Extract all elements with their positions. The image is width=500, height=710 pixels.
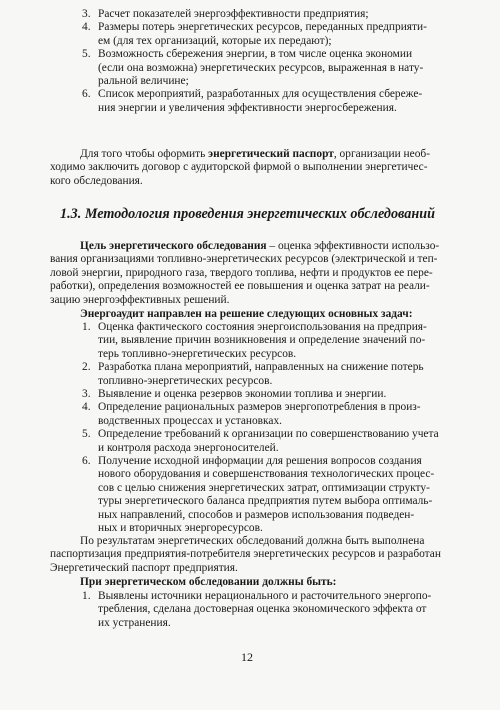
should-heading: При энергетическом обследовании должны быть: <box>80 576 337 588</box>
task-item-text: ных и вторичных энергоресурсов. <box>98 522 263 534</box>
task-item-text: нового оборудования и совершенствования технологических процес- <box>98 468 435 481</box>
top-list-item-text: ния энергии и увеличения эффективности энергосбережения. <box>98 101 397 114</box>
top-list-item-text: Список мероприятий, разработанных для осуществления сбереже- <box>98 88 423 101</box>
task-item-text: сов с целью снижения энергетических затрат, оптимизации структу- <box>98 481 430 494</box>
task-item-text: и контроля расхода энергоносителей. <box>98 441 279 454</box>
should-item-number: 1. <box>82 590 91 602</box>
results-paragraph-line: паспортизация предприятия-потребителя энергетических ресурсов и разработан <box>50 548 441 561</box>
task-item-number: 6. <box>82 455 91 467</box>
top-list-item-number: 4. <box>82 21 91 34</box>
top-list-item-text: (если она возможна) энергетических ресурсов, выраженная в нату- <box>98 61 424 74</box>
text-run: – оценка эффективности использо- <box>266 240 440 252</box>
task-item-text: Разработка плана мероприятий, направленных на снижение потерь <box>98 361 424 374</box>
goal-paragraph-line: вания организациями топливно-энергетических ресурсов (электрической и теп- <box>50 253 438 266</box>
task-item-text: Выявление и оценка резервов экономии топлива и энергии. <box>98 388 387 400</box>
audit-tasks-heading: Энергоаудит направлен на решение следующих основных задач: <box>80 307 413 320</box>
task-item-number: 3. <box>82 388 91 400</box>
goal-paragraph-line <box>80 240 439 253</box>
top-list-item-number: 6. <box>82 88 91 101</box>
task-item-number: 4. <box>82 401 91 414</box>
top-list-item-text: ем (для тех организаций, которые их передают); <box>98 34 332 47</box>
task-item-number: 5. <box>82 428 91 441</box>
passport-paragraph-line: ходимо заключить договор с аудиторской фирмой о выполнении энергетичес- <box>50 161 428 174</box>
goal-paragraph-line: работки), определения возможностей ее повышения и оценка затрат на реали- <box>50 280 430 293</box>
goal-paragraph-line: ловой энергии, природного газа, твердого топлива, нефти и продуктов ее пере- <box>50 266 433 279</box>
top-list-item-text: ральной величине; <box>98 75 189 87</box>
task-item-text: водственных процессах и установках. <box>98 414 283 427</box>
top-list-item-text: Расчет показателей энергоэффективности предприятия; <box>98 8 369 20</box>
top-list-item-text: Возможность сбережения энергии, в том числе оценка экономии <box>98 48 413 61</box>
task-item-text: Определение требований к организации по совершенствованию учета <box>98 428 439 441</box>
task-item-text: топливно-энергетических ресурсов. <box>98 374 273 387</box>
task-item-number: 2. <box>82 361 91 374</box>
task-item-text: терь топливно-энергетических ресурсов. <box>98 347 297 360</box>
top-list-item-number: 5. <box>82 48 91 61</box>
section-heading: 1.3. Методология проведения энергетических обследований <box>60 206 436 222</box>
bold-term: Цель энергетического обследования <box>80 240 267 252</box>
task-item-text: Оценка фактического состояния энергоиспользования на предприя- <box>98 321 427 333</box>
task-item-number: 1. <box>82 321 91 333</box>
passport-paragraph-line <box>80 148 430 161</box>
page-number: 12 <box>241 650 253 664</box>
text-run: , организации необ- <box>333 148 430 160</box>
results-paragraph-line: По результатам энергетических обследований должна быть выполнена <box>80 535 425 547</box>
task-item-text: тии, выявление причин возникновения и определение значений по- <box>98 334 426 347</box>
passport-paragraph-line: кого обследования. <box>50 174 143 187</box>
task-item-text: Получение исходной информации для решения вопросов создания <box>98 455 422 467</box>
task-item-text: ных направлений, способов и размеров использования подведен- <box>98 508 415 521</box>
should-item-text: требления, сделана достоверная оценка экономического эффекта от <box>98 603 427 616</box>
goal-paragraph-line: зацию энергоэффективных решений. <box>50 293 230 306</box>
should-item-text: Выявлены источники нерационального и расточительного энергопо- <box>98 590 432 602</box>
top-list-item-number: 3. <box>82 8 91 20</box>
task-item-text: туры энергетического баланса предприятия путем выбора оптималь- <box>98 495 433 508</box>
bold-term: энергетический паспорт <box>208 148 334 160</box>
should-item-text: их устранения. <box>98 616 171 629</box>
results-paragraph-line: Энергетический паспорт предприятия. <box>50 561 238 574</box>
text-run: Для того чтобы оформить <box>80 148 209 160</box>
top-list-item-text: Размеры потерь энергетических ресурсов, переданных предприяти- <box>98 21 427 34</box>
task-item-text: Определение рациональных размеров энергопотребления в произ- <box>98 401 421 414</box>
